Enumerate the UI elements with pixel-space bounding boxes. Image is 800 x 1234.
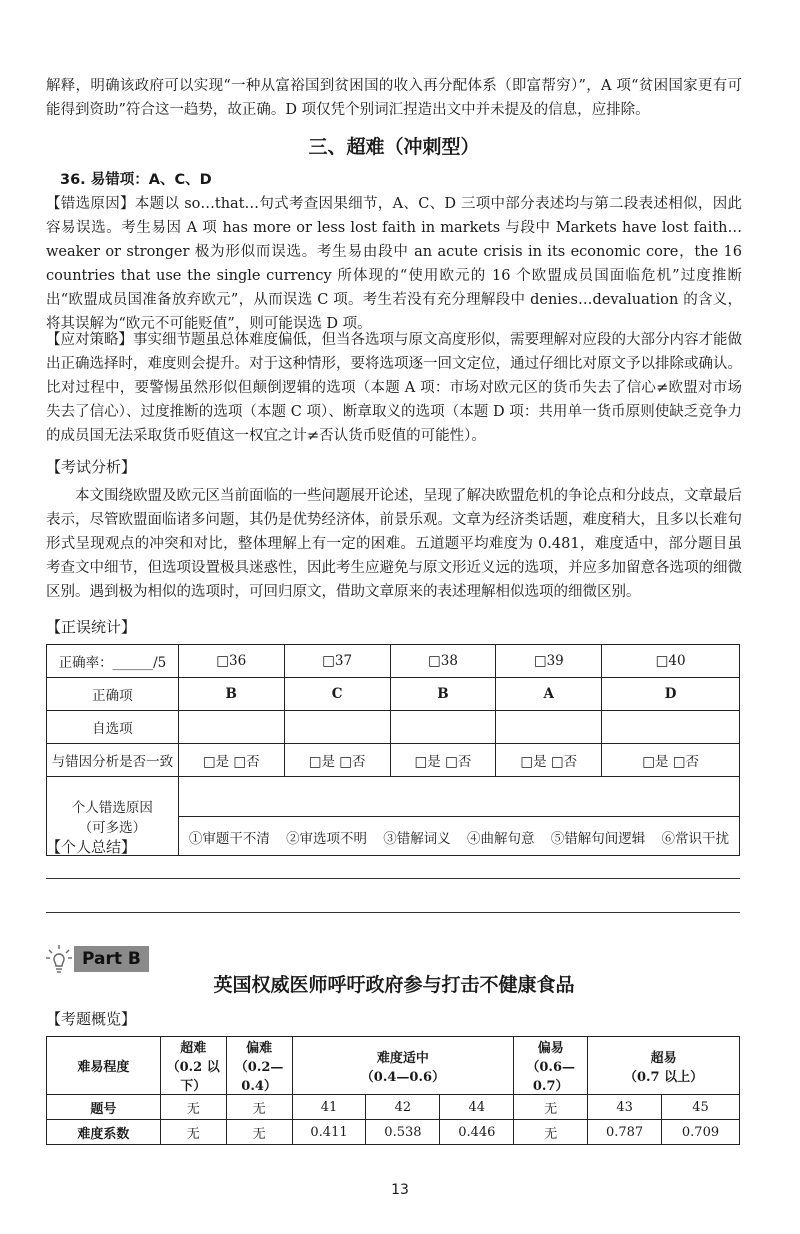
- level-cell: 难度适中 （0.4—0.6）: [292, 1037, 514, 1095]
- yes-no-checkbox[interactable]: □是 □否: [602, 744, 740, 777]
- level-cell: 超易 （0.7 以上）: [588, 1037, 740, 1095]
- stats-row-rate: [47, 645, 740, 678]
- correct-answer: A: [496, 678, 602, 711]
- question-number: 无: [226, 1095, 292, 1120]
- question-checkbox[interactable]: □36: [178, 645, 284, 678]
- question-number: 45: [662, 1095, 740, 1120]
- yes-no-checkbox[interactable]: □是 □否: [496, 744, 602, 777]
- correct-answer: D: [602, 678, 740, 711]
- reason-options: [178, 777, 739, 856]
- page-number: 13: [391, 1182, 409, 1198]
- summary-label: 【个人总结】: [46, 838, 137, 856]
- error-reason-paragraph: [46, 192, 742, 336]
- yes-no-checkbox[interactable]: □是 □否: [284, 744, 390, 777]
- intro-paragraph: 解释，明确该政府可以实现“一种从富裕国到贫困国的收入再分配体系（即富帮穷）”，A 项“贫困国家更有可能得到资助”符合这一趋势，故正确。D 项仅凭个别词汇捏造出文中并未提及的信息，应排除。: [46, 78, 742, 118]
- difficulty-level-label: 难易程度: [47, 1037, 161, 1095]
- question-checkbox[interactable]: □37: [284, 645, 390, 678]
- summary-line[interactable]: [46, 912, 740, 913]
- reason-option[interactable]: ④曲解句意: [467, 831, 535, 847]
- yes-no-checkbox[interactable]: □是 □否: [178, 744, 284, 777]
- own-choice-cell[interactable]: [390, 711, 496, 744]
- correct-answer: B: [178, 678, 284, 711]
- reason-option[interactable]: ⑤错解句间逻辑: [550, 831, 646, 847]
- coefficient: 0.411: [292, 1120, 366, 1145]
- reason-options-row: [179, 816, 739, 847]
- section-title: 三、超难（冲刺型）: [308, 136, 480, 158]
- own-choice-cell[interactable]: [178, 711, 284, 744]
- question-number-label: 题号: [47, 1095, 161, 1120]
- own-choice-cell[interactable]: [496, 711, 602, 744]
- question-checkbox[interactable]: □40: [602, 645, 740, 678]
- personal-reason-label-line2: （可多选）: [78, 820, 147, 836]
- coefficient-label: 难度系数: [47, 1120, 161, 1145]
- rate-field[interactable]: 正确率：______/5: [47, 645, 179, 678]
- difficulty-coefficient-row: [47, 1120, 740, 1145]
- strategy-label: 【应对策略】: [46, 332, 133, 348]
- correct-answer: C: [284, 678, 390, 711]
- summary-line[interactable]: [46, 878, 740, 879]
- difficulty-level-row: [47, 1037, 740, 1095]
- question-number: 43: [588, 1095, 662, 1120]
- level-cell: 超难 （0.2 以下）: [160, 1037, 226, 1095]
- level-cell: 偏难 （0.2—0.4）: [226, 1037, 292, 1095]
- question-number: 无: [160, 1095, 226, 1120]
- reason-option[interactable]: ⑥常识干扰: [661, 831, 729, 847]
- overview-label: 【考题概览】: [46, 1010, 137, 1028]
- consistent-label: 与错因分析是否一致: [47, 744, 179, 777]
- level-cell: 偏易 （0.6—0.7）: [514, 1037, 588, 1095]
- coefficient: 0.446: [440, 1120, 514, 1145]
- correct-answer: B: [390, 678, 496, 711]
- part-b-label: Part B: [74, 946, 149, 972]
- yes-no-checkbox[interactable]: □是 □否: [390, 744, 496, 777]
- own-choice-cell[interactable]: [284, 711, 390, 744]
- stats-row-correct: [47, 678, 740, 711]
- question-number: 42: [366, 1095, 440, 1120]
- coefficient: 无: [514, 1120, 588, 1145]
- reason-option[interactable]: ①审题干不清: [188, 831, 270, 847]
- stats-table: [46, 644, 740, 856]
- strategy-paragraph: [46, 328, 742, 448]
- question-number: 41: [292, 1095, 366, 1120]
- stats-label: 【正误统计】: [46, 618, 137, 636]
- question-36-heading: 36. 易错项：A、C、D: [60, 172, 212, 188]
- question-number: 44: [440, 1095, 514, 1120]
- coefficient: 0.709: [662, 1120, 740, 1145]
- coefficient: 0.787: [588, 1120, 662, 1145]
- stats-row-consistent: [47, 744, 740, 777]
- own-choice-label: 自选项: [47, 711, 179, 744]
- stats-row-own: [47, 711, 740, 744]
- own-choice-cell[interactable]: [602, 711, 740, 744]
- error-reason-label: 【错选原因】: [46, 196, 135, 212]
- coefficient: 无: [160, 1120, 226, 1145]
- strategy-text: 事实细节题虽总体难度偏低，但当各选项与原文高度形似，需要理解对应段的大部分内容才能做出正确选择时，难度则会提升。对于这种情形，要将选项逐一回文定位，通过仔细比对原文予以排除或确认。比对过程中，要警惕虽然形似但颠倒逻辑的选项（本题 A 项：市场对欧元区的货币失去了信心≠欧盟对市场失去了信心）、过度推断的选项（本题 C 项）、断章取义的选项（本题 D 项：共用单一货币原则使缺乏竞争力的成员国无法采取货币贬值这一权宜之计≠否认货币贬值的可能性）。: [46, 332, 742, 444]
- error-reason-text: 本题以 so…that…句式考查因果细节，A、C、D 三项中部分表述均与第二段表述相似，因此容易误选。考生易因 A 项 has more or less lost faith in markets 与段中 Markets have lost faith…weaker or stronger 极为形似而误选。考生易由段中 an acute crisis in its economic core，the 16 countries that use the single currency 所体现的“使用欧元的 16 个欧盟成员国面临危机”过度推断出“欧盟成员国准备放弃欧元”，从而误选 C 项。考生若没有充分理解段中 denies…devaluation 的含义，将其误解为“欧元不可能贬值”，则可能误选 D 项。: [46, 196, 743, 332]
- coefficient: 0.538: [366, 1120, 440, 1145]
- coefficient: 无: [226, 1120, 292, 1145]
- reason-option[interactable]: ②审选项不明: [286, 831, 368, 847]
- reason-option[interactable]: ③错解词义: [383, 831, 451, 847]
- question-checkbox[interactable]: □39: [496, 645, 602, 678]
- question-number: 无: [514, 1095, 588, 1120]
- stats-row-reasons: [47, 777, 740, 856]
- part-b-title: 英国权威医师呼吁政府参与打击不健康食品: [213, 974, 575, 996]
- analysis-paragraph: 本文围绕欧盟及欧元区当前面临的一些问题展开论述，呈现了解决欧盟危机的争论点和分歧点，文章最后表示，尽管欧盟面临诸多问题，其仍是优势经济体，前景乐观。文章为经济类话题，难度稍大，且多以长难句形式呈现观点的冲突和对比，整体理解上有一定的困难。五道题平均难度为 0.481，难度适中，部分题目虽考查文中细节，但选项设置极具迷惑性，因此考生应避免与原文形近义远的选项，并应多加留意各选项的细微区别。遇到极为相似的选项时，可回归原文，借助文章原来的表述理解相似选项的细微区别。: [46, 488, 742, 600]
- difficulty-table: [46, 1036, 740, 1145]
- analysis-label: 【考试分析】: [46, 458, 137, 476]
- question-checkbox[interactable]: □38: [390, 645, 496, 678]
- personal-reason-label-line1: 个人错选原因: [71, 800, 153, 816]
- question-number-row: [47, 1095, 740, 1120]
- correct-label: 正确项: [47, 678, 179, 711]
